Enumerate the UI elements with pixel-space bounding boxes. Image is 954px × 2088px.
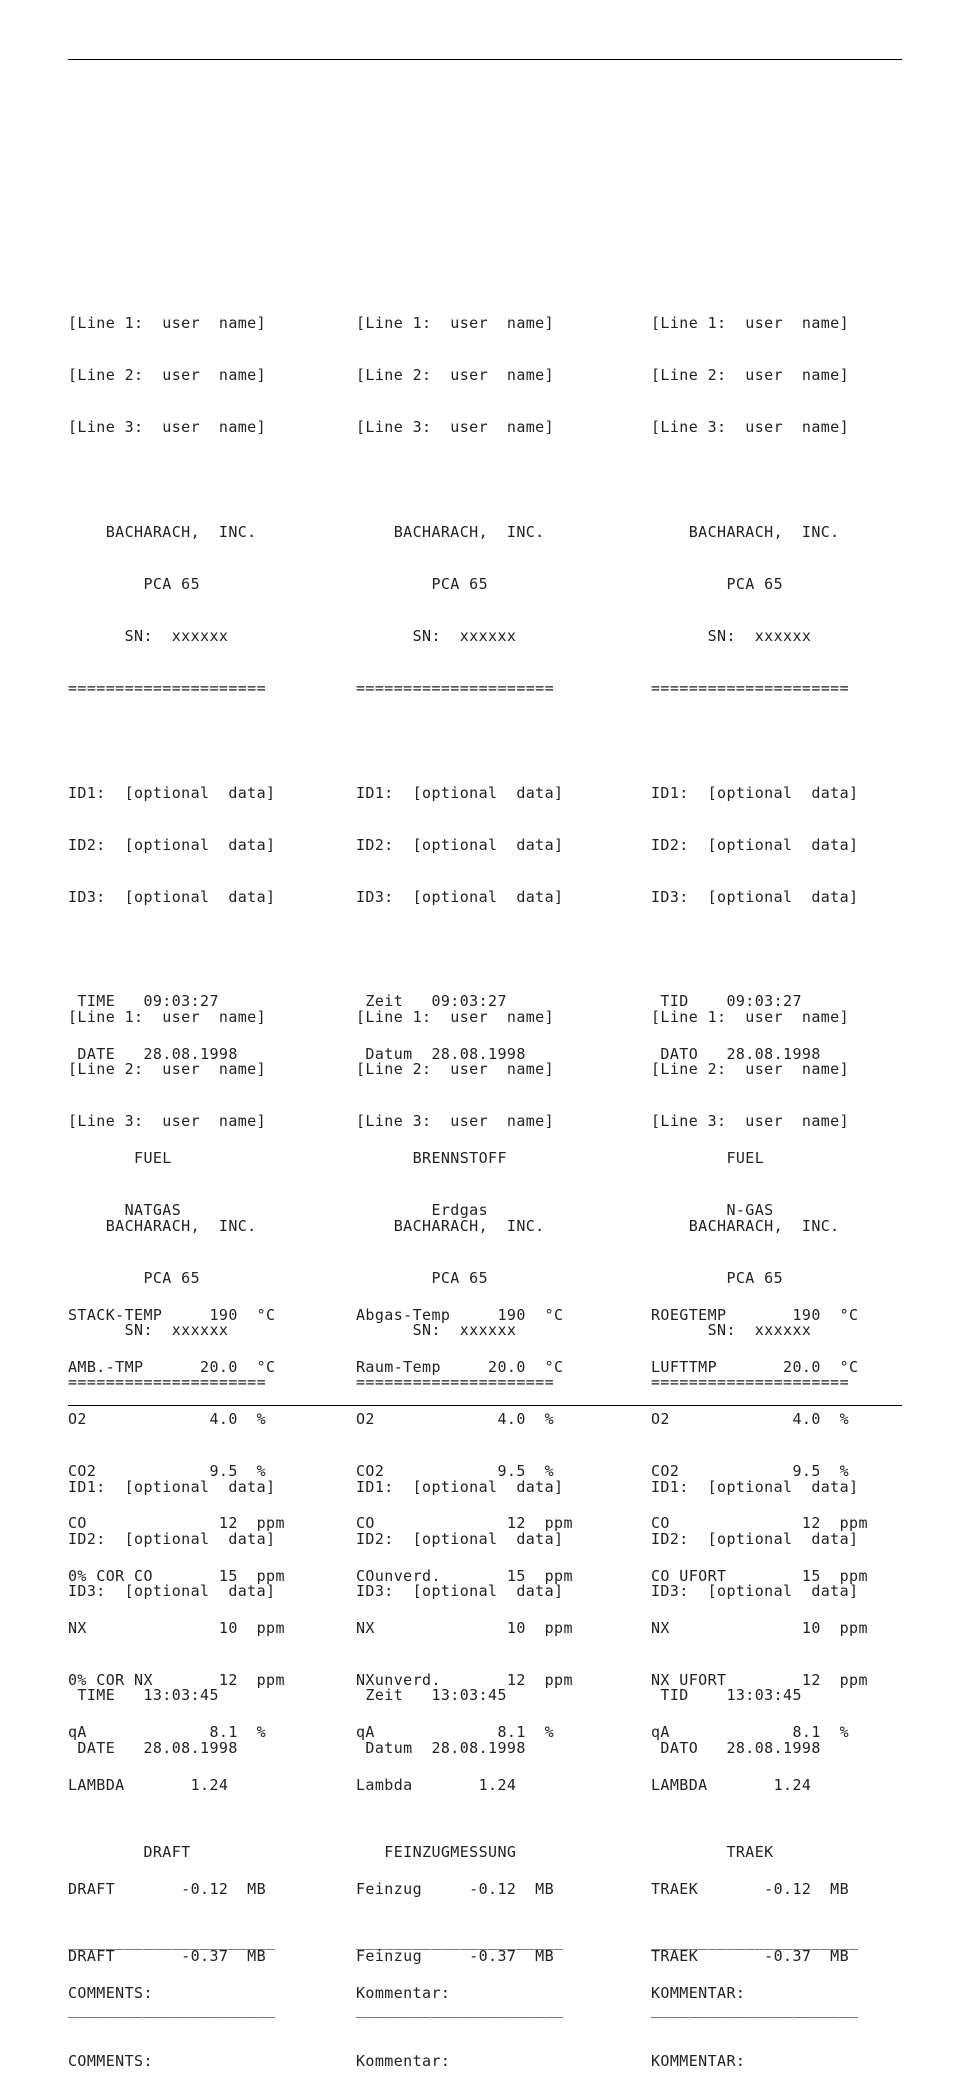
measurement-row: CO UFORT 15 ppm bbox=[651, 1566, 868, 1585]
fuel-label: FUEL bbox=[68, 1149, 172, 1168]
section-title: FEINZUGMESSUNG bbox=[356, 1843, 517, 1862]
header-line-3: [Line 3: user name] bbox=[68, 418, 267, 437]
measurement-row: O2 4.0 % bbox=[651, 1410, 850, 1429]
id3: ID3: [optional data] bbox=[651, 1582, 859, 1601]
measurement-row: O2 4.0 % bbox=[68, 1410, 267, 1429]
serial-number: SN: xxxxxx bbox=[68, 627, 229, 646]
measurement-row: O2 4.0 % bbox=[356, 1410, 555, 1429]
signature-line: ______________________ bbox=[651, 1999, 859, 2018]
fuel-label: BRENNSTOFF bbox=[356, 1149, 507, 1168]
header-line-1: [Line 1: user name] bbox=[356, 1007, 555, 1026]
header-line-1: [Line 1: user name] bbox=[356, 313, 555, 332]
section-title: DRAFT bbox=[68, 1843, 191, 1862]
signature-line: ______________________ bbox=[68, 1999, 276, 2018]
measurement-row: CO 12 ppm bbox=[356, 1514, 573, 1533]
fuel-type: NATGAS bbox=[68, 1201, 182, 1220]
measurement-row: LAMBDA 1.24 bbox=[651, 1775, 812, 1794]
id1: ID1: [optional data] bbox=[651, 1477, 859, 1496]
header-line-1: [Line 1: user name] bbox=[651, 1007, 850, 1026]
id1: ID1: [optional data] bbox=[651, 783, 859, 802]
fuel-type: N-GAS bbox=[651, 1201, 774, 1220]
model-name: PCA 65 bbox=[356, 574, 489, 593]
measurement-row: CO 12 ppm bbox=[651, 1514, 868, 1533]
serial-number: SN: xxxxxx bbox=[68, 1321, 229, 1340]
comments-label: COMMENTS: bbox=[68, 1984, 153, 2003]
company-name: BACHARACH, INC. bbox=[68, 1216, 257, 1235]
draft-line: DRAFT -0.37 MB bbox=[68, 1947, 267, 1966]
measurement-row: CO2 9.5 % bbox=[68, 1462, 267, 1481]
company-name: BACHARACH, INC. bbox=[68, 522, 257, 541]
header-line-2: [Line 2: user name] bbox=[356, 366, 555, 385]
measurement-row: 0% COR NX 12 ppm bbox=[68, 1671, 285, 1690]
time-line: TID 13:03:45 bbox=[651, 1686, 802, 1705]
header-line-2: [Line 2: user name] bbox=[68, 366, 267, 385]
bottom-rule bbox=[68, 1405, 902, 1406]
header-line-1: [Line 1: user name] bbox=[68, 313, 267, 332]
id2: ID2: [optional data] bbox=[356, 835, 564, 854]
measurement-row: qA 8.1 % bbox=[651, 1723, 850, 1742]
company-name: BACHARACH, INC. bbox=[651, 522, 840, 541]
receipt-draft-english bbox=[68, 974, 275, 2088]
header-line-3: [Line 3: user name] bbox=[651, 418, 850, 437]
signature-line: ______________________ bbox=[356, 1999, 564, 2018]
id2: ID2: [optional data] bbox=[356, 1529, 564, 1548]
id1: ID1: [optional data] bbox=[68, 1477, 276, 1496]
model-name: PCA 65 bbox=[651, 1268, 784, 1287]
header-line-1: [Line 1: user name] bbox=[68, 1007, 267, 1026]
id3: ID3: [optional data] bbox=[68, 888, 276, 907]
measurement-row: LUFTTMP 20.0 °C bbox=[651, 1357, 859, 1376]
measurement-row: Lambda 1.24 bbox=[356, 1775, 517, 1794]
model-name: PCA 65 bbox=[651, 574, 784, 593]
measurement-row: NX 10 ppm bbox=[651, 1618, 868, 1637]
comments-label: KOMMENTAR: bbox=[651, 1984, 746, 2003]
measurement-row: CO2 9.5 % bbox=[356, 1462, 555, 1481]
top-rule bbox=[68, 59, 902, 60]
header-line-3: [Line 3: user name] bbox=[356, 418, 555, 437]
serial-number: SN: xxxxxx bbox=[651, 627, 812, 646]
fuel-type: Erdgas bbox=[356, 1201, 489, 1220]
measurement-row: NXunverd. 12 ppm bbox=[356, 1671, 573, 1690]
header-line-2: [Line 2: user name] bbox=[651, 1060, 850, 1079]
time-line: Zeit 13:03:45 bbox=[356, 1686, 507, 1705]
id3: ID3: [optional data] bbox=[651, 888, 859, 907]
measurement-row: Abgas-Temp 190 °C bbox=[356, 1305, 564, 1324]
signature-line: ______________________ bbox=[356, 1932, 564, 1951]
date-line: DATE 28.08.1998 bbox=[68, 1044, 238, 1063]
measurement-row: COunverd. 15 ppm bbox=[356, 1566, 573, 1585]
measurement-row: AMB.-TMP 20.0 °C bbox=[68, 1357, 276, 1376]
id3: ID3: [optional data] bbox=[68, 1582, 276, 1601]
measurement-row: NX 10 ppm bbox=[68, 1618, 285, 1637]
serial-number: SN: xxxxxx bbox=[356, 1321, 517, 1340]
time-line: TIME 13:03:45 bbox=[68, 1686, 219, 1705]
model-name: PCA 65 bbox=[356, 1268, 489, 1287]
date-line: Datum 28.08.1998 bbox=[356, 1738, 526, 1757]
header-line-2: [Line 2: user name] bbox=[68, 1060, 267, 1079]
header-line-2: [Line 2: user name] bbox=[356, 1060, 555, 1079]
separator: ===================== bbox=[68, 679, 267, 698]
receipt-draft-german bbox=[356, 974, 563, 2088]
measurement-row: NX 10 ppm bbox=[356, 1618, 573, 1637]
measurement-row: STACK-TEMP 190 °C bbox=[68, 1305, 276, 1324]
comments-label: Kommentar: bbox=[356, 2051, 451, 2070]
model-name: PCA 65 bbox=[68, 1268, 201, 1287]
time-line: TID 09:03:27 bbox=[651, 992, 802, 1011]
date-line: DATE 28.08.1998 bbox=[68, 1738, 238, 1757]
serial-number: SN: xxxxxx bbox=[651, 1321, 812, 1340]
id3: ID3: [optional data] bbox=[356, 888, 564, 907]
time-line: Zeit 09:03:27 bbox=[356, 992, 507, 1011]
measurement-row: Raum-Temp 20.0 °C bbox=[356, 1357, 564, 1376]
measurement-row: qA 8.1 % bbox=[68, 1723, 267, 1742]
id2: ID2: [optional data] bbox=[68, 835, 276, 854]
section-title: TRAEK bbox=[651, 1843, 774, 1862]
id1: ID1: [optional data] bbox=[356, 1477, 564, 1496]
measurement-row: NX UFORT 12 ppm bbox=[651, 1671, 868, 1690]
id2: ID2: [optional data] bbox=[651, 835, 859, 854]
id1: ID1: [optional data] bbox=[356, 783, 564, 802]
id3: ID3: [optional data] bbox=[356, 1582, 564, 1601]
company-name: BACHARACH, INC. bbox=[356, 1216, 545, 1235]
measurement-row: ROEGTEMP 190 °C bbox=[651, 1305, 859, 1324]
header-line-3: [Line 3: user name] bbox=[68, 1112, 267, 1131]
separator: ===================== bbox=[68, 1373, 267, 1392]
time-line: TIME 09:03:27 bbox=[68, 992, 219, 1011]
signature-line: ______________________ bbox=[651, 1932, 859, 1951]
comments-label: Kommentar: bbox=[356, 1984, 451, 2003]
header-line-2: [Line 2: user name] bbox=[651, 366, 850, 385]
date-line: DATO 28.08.1998 bbox=[651, 1738, 821, 1757]
header-line-3: [Line 3: user name] bbox=[356, 1112, 555, 1131]
model-name: PCA 65 bbox=[68, 574, 201, 593]
comments-label: COMMENTS: bbox=[68, 2051, 153, 2070]
measurement-row: qA 8.1 % bbox=[356, 1723, 555, 1742]
company-name: BACHARACH, INC. bbox=[651, 1216, 840, 1235]
date-line: DATO 28.08.1998 bbox=[651, 1044, 821, 1063]
draft-line: TRAEK -0.12 MB bbox=[651, 1879, 850, 1898]
separator: ===================== bbox=[651, 1373, 850, 1392]
date-line: Datum 28.08.1998 bbox=[356, 1044, 526, 1063]
draft-line: Feinzug -0.37 MB bbox=[356, 1947, 555, 1966]
draft-line: Feinzug -0.12 MB bbox=[356, 1879, 555, 1898]
signature-line: ______________________ bbox=[68, 1932, 276, 1951]
draft-line: TRAEK -0.37 MB bbox=[651, 1947, 850, 1966]
draft-line: DRAFT -0.12 MB bbox=[68, 1879, 267, 1898]
measurement-row: 0% COR CO 15 ppm bbox=[68, 1566, 285, 1585]
id2: ID2: [optional data] bbox=[651, 1529, 859, 1548]
measurement-row: CO2 9.5 % bbox=[651, 1462, 850, 1481]
id1: ID1: [optional data] bbox=[68, 783, 276, 802]
company-name: BACHARACH, INC. bbox=[356, 522, 545, 541]
header-line-1: [Line 1: user name] bbox=[651, 313, 850, 332]
comments-label: KOMMENTAR: bbox=[651, 2051, 746, 2070]
fuel-label: FUEL bbox=[651, 1149, 765, 1168]
serial-number: SN: xxxxxx bbox=[356, 627, 517, 646]
id2: ID2: [optional data] bbox=[68, 1529, 276, 1548]
measurement-row: LAMBDA 1.24 bbox=[68, 1775, 229, 1794]
separator: ===================== bbox=[651, 679, 850, 698]
separator: ===================== bbox=[356, 1373, 555, 1392]
measurement-row: CO 12 ppm bbox=[68, 1514, 285, 1533]
receipt-draft-danish bbox=[651, 974, 858, 2088]
separator: ===================== bbox=[356, 679, 555, 698]
header-line-3: [Line 3: user name] bbox=[651, 1112, 850, 1131]
